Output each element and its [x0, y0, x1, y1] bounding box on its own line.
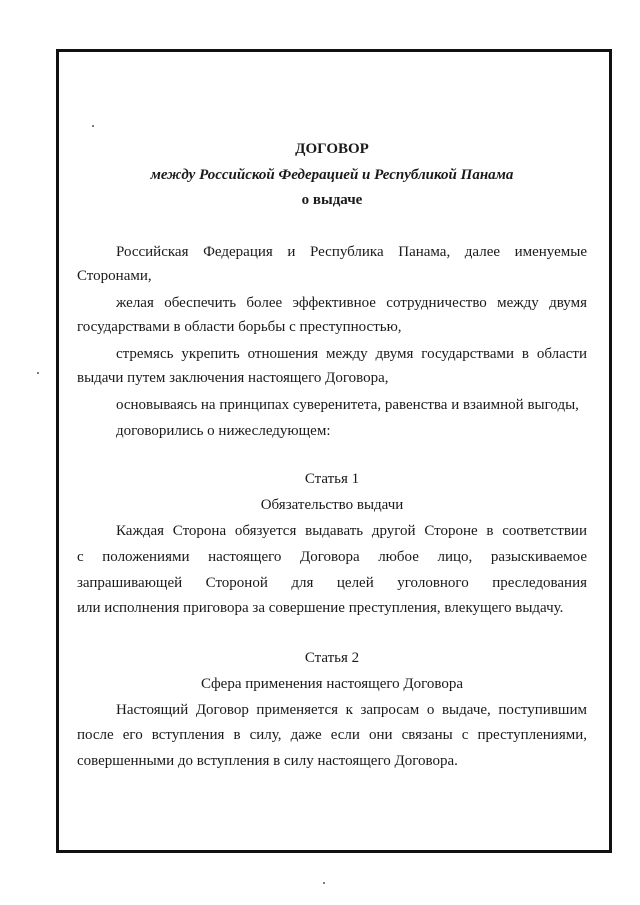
document-subtitle-line1: между Российской Федерацией и Республикой Панама: [150, 167, 514, 183]
preamble-line: Сторонами,: [77, 268, 152, 284]
article-1-line: Каждая Сторона обязуется выдавать другой Стороне в соответствии: [116, 523, 587, 539]
article-1-line: запрашивающей Стороной для целей уголовного преследования: [77, 575, 587, 591]
scan-speck: [37, 372, 39, 374]
document-subtitle-line2: о выдаче: [301, 192, 363, 208]
preamble-line: выдачи путем заключения настоящего Договора,: [77, 370, 389, 386]
preamble-line: основываясь на принципах суверенитета, равенства и взаимной выгоды,: [116, 397, 579, 413]
preamble-line: договорились о нижеследующем:: [116, 423, 331, 439]
article-2-number: Статья 2: [304, 650, 360, 666]
article-1-line: с положениями настоящего Договора любое лицо, разыскиваемое: [77, 549, 587, 565]
scan-speck: [92, 125, 94, 127]
article-2-line: Настоящий Договор применяется к запросам о выдаче, поступившим: [116, 702, 587, 718]
article-2-heading: Сфера применения настоящего Договора: [200, 676, 464, 692]
preamble-line: стремясь укрепить отношения между двумя государствами в области: [116, 346, 587, 362]
article-1-line: или исполнения приговора за совершение преступления, влекущего выдачу.: [77, 600, 564, 616]
document-title: ДОГОВОР: [295, 141, 369, 157]
preamble-line: государствами в области борьбы с преступностью,: [77, 319, 402, 335]
preamble-line: желая обеспечить более эффективное сотрудничество между двумя: [116, 295, 587, 311]
preamble-line: Российская Федерация и Республика Панама, далее именуемые: [116, 244, 587, 260]
article-1-number: Статья 1: [304, 471, 360, 487]
scan-speck: [323, 882, 325, 884]
article-2-line: совершенными до вступления в силу настоящего Договора.: [77, 753, 458, 769]
article-1-heading: Обязательство выдачи: [260, 497, 404, 513]
article-2-line: после его вступления в силу, даже если они связаны с преступлениями,: [77, 727, 587, 743]
